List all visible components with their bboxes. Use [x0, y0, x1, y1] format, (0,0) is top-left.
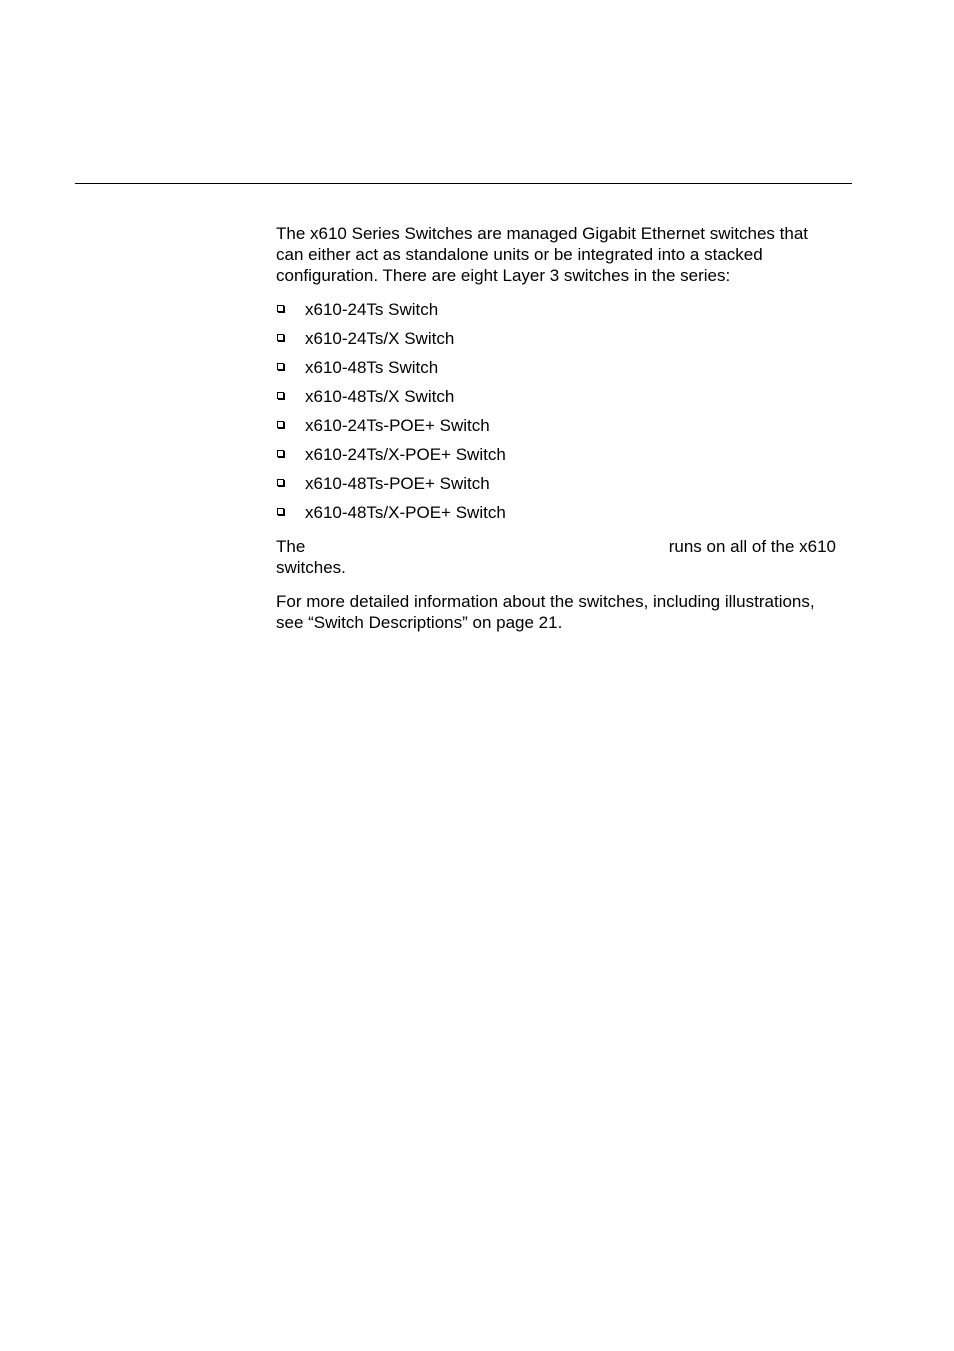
- software-paragraph-start: The: [276, 537, 306, 556]
- list-item: [276, 444, 836, 465]
- list-item: [276, 386, 836, 407]
- list-item: [276, 299, 836, 320]
- list-item: [276, 473, 836, 494]
- list-item: [276, 357, 836, 378]
- checkbox-bullet-icon: [277, 479, 284, 486]
- software-paragraph-line-2: switches.: [276, 558, 346, 577]
- checkbox-bullet-icon: [277, 508, 284, 515]
- list-item-label: x610-48Ts/X-POE+ Switch: [305, 503, 506, 522]
- list-item-label: x610-24Ts/X-POE+ Switch: [305, 445, 506, 464]
- switch-list: [276, 299, 836, 523]
- software-paragraph: [276, 536, 836, 578]
- checkbox-bullet-icon: [277, 450, 284, 457]
- checkbox-bullet-icon: [277, 421, 284, 428]
- more-info-paragraph: For more detailed information about the switches, including illustrations, see “Switch Descriptions” on page 21.: [276, 592, 815, 632]
- list-item: [276, 502, 836, 523]
- intro-paragraph: The x610 Series Switches are managed Gigabit Ethernet switches that can either act as standalone units or be integrated into a stacked configuration. There are eight Layer 3 switches in the series:: [276, 224, 809, 285]
- software-paragraph-end: runs on all of the x610: [668, 537, 836, 556]
- header-rule: [75, 183, 852, 184]
- list-item-label: x610-24Ts Switch: [305, 300, 439, 319]
- list-item-label: x610-24Ts-POE+ Switch: [305, 416, 490, 435]
- list-item-label: x610-48Ts Switch: [305, 358, 439, 377]
- software-paragraph-line-1: [276, 536, 836, 557]
- list-item-label: x610-48Ts-POE+ Switch: [305, 474, 490, 493]
- checkbox-bullet-icon: [277, 363, 284, 370]
- list-item: [276, 328, 836, 349]
- list-item-label: x610-48Ts/X Switch: [305, 387, 455, 406]
- section-body: [276, 223, 836, 646]
- checkbox-bullet-icon: [277, 334, 284, 341]
- list-item: [276, 415, 836, 436]
- checkbox-bullet-icon: [277, 305, 284, 312]
- list-item-label: x610-24Ts/X Switch: [305, 329, 455, 348]
- checkbox-bullet-icon: [277, 392, 284, 399]
